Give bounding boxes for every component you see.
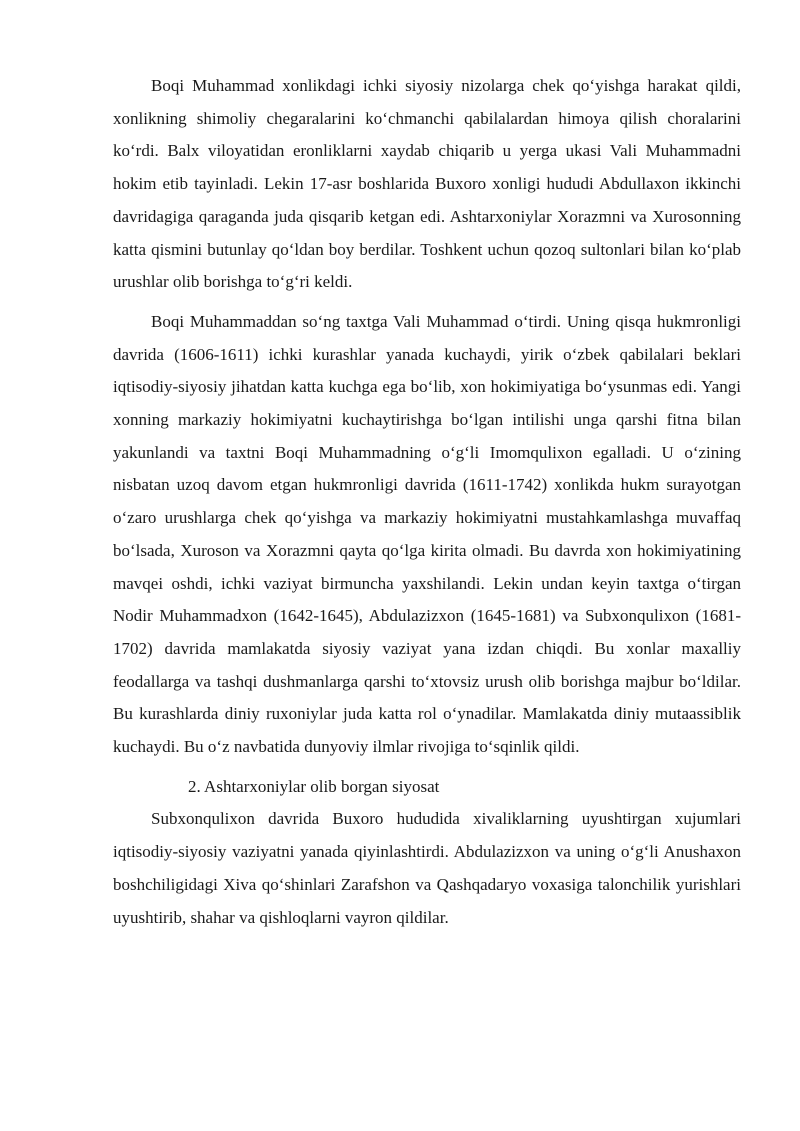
section-heading: 2. Ashtarxoniylar olib borgan siyosat (188, 776, 440, 796)
document-page (113, 70, 741, 941)
paragraph-vali-muhammad: Boqi Muhammaddan so‘ng taxtga Vali Muhammad o‘tirdi. Uning qisqa hukmronligi davrida (1606-1611) ichki kurashlar yanada kuchaydi, yirik o‘zbek qabilalari beklari iqtisodiy-siyosiy jihatdan katta kuchga ega bo‘lib, xon hokimiyatiga bo‘ysunmas edi. Yangi xonning markaziy hokimiyatni kuchaytirishga bo‘lgan intilishi unga qarshi fitna bilan yakunlandi va taxtni Boqi Muhammadning o‘g‘li Imomqulixon egalladi. U o‘zining nisbatan uzoq davom etgan hukmronligi davrida (1611-1742) xonlikda hukm surayotgan o‘zaro urushlarga chek qo‘yishga va markaziy hokimiyatni mustahkamlashga muvaffaq bo‘lsada, Xuroson va Xorazmni qayta qo‘lga kirita olmadi. Bu davrda xon hokimiyatining mavqei oshdi, ichki vaziyat birmuncha yaxshilandi. Lekin undan keyin taxtga o‘tirgan Nodir Muhammadxon (1642-1645), Abdulazizxon (1645-1681) va Subxonqulixon (1681-1702) davrida mamlakatda siyosiy vaziyat yana izdan chiqdi. Bu xonlar maxalliy feodallarga va tashqi dushmanlarga qarshi to‘xtovsiz urush olib borishga majbur bo‘ldilar. Bu kurashlarda diniy ruxoniylar juda katta rol o‘ynadilar. Mamlakatda diniy mutaassiblik kuchaydi. Bu o‘z navbatida dunyoviy ilmlar rivojiga to‘sqinlik qildi. (113, 311, 741, 757)
paragraph-subxonqulixon: Subxonqulixon davrida Buxoro hududida xivaliklarning uyushtirgan xujumlari iqtisodiy-siyosiy vaziyatni yanada qiyinlashtirdi. Abdulazizxon va uning o‘g‘li Anushaxon boshchiligidagi Xiva qo‘shinlari Zarafshon va Qashqadaryo voxasiga talonchilik yurishlari uyushtirib, shahar va qishloqlarni vayron qildilar. (113, 809, 741, 927)
paragraph-boqi-muhammad: Boqi Muhammad xonlikdagi ichki siyosiy nizolarga chek qo‘yishga harakat qildi, xonlikning shimoliy chegaralarini ko‘chmanchi qabilalardan himoya qilish choralarini ko‘rdi. Balx viloyatidan eronliklarni xaydab chiqarib u yerga ukasi Vali Muhammadni hokim etib tayinladi. Lekin 17-asr boshlarida Buxoro xonligi hududi Abdullaxon ikkinchi davridagiga qaraganda juda qisqarib ketgan edi. Ashtarxoniylar Xorazmni va Xurosonning katta qismini butunlay qo‘ldan boy berdilar. Toshkent uchun qozoq sultonlari bilan ko‘plab urushlar olib borishga to‘g‘ri keldi. (113, 76, 741, 292)
